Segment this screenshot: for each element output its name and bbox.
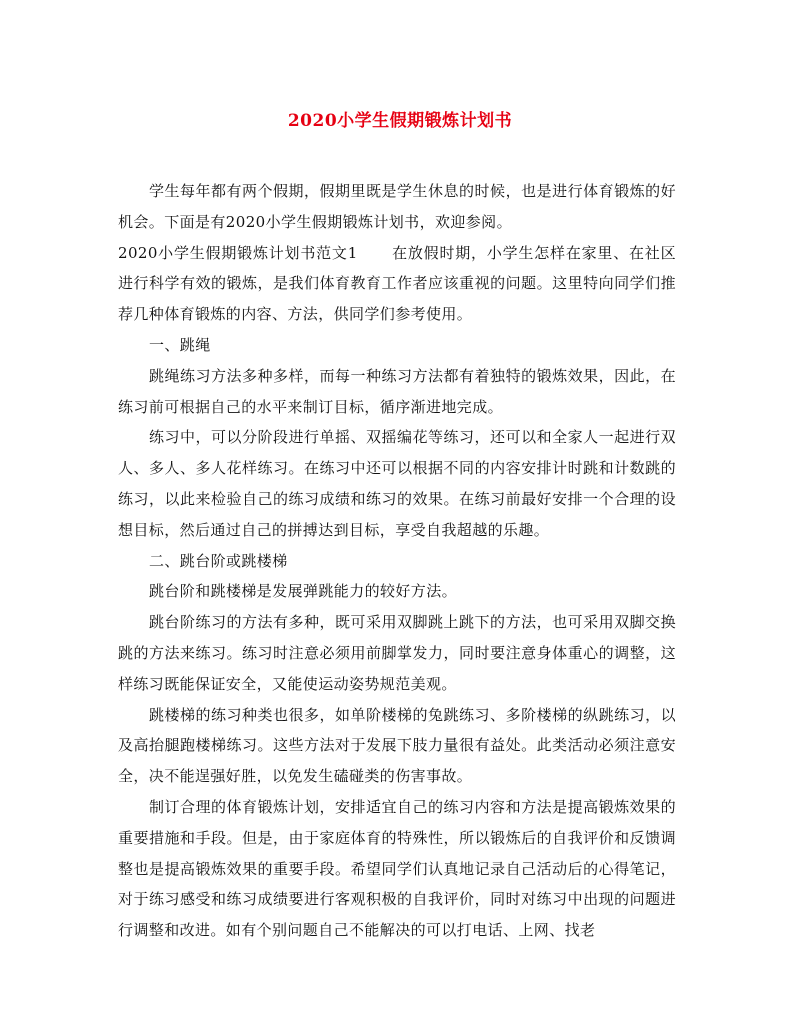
section-heading-jump-rope: 一、跳绳	[149, 335, 211, 354]
example-paragraph	[118, 238, 676, 330]
paragraph: 制订合理的体育锻炼计划，安排适宜自己的练习内容和方法是提高锻炼效果的重要措施和手段。但是，由于家庭体育的特殊性，所以锻炼后的自我评价和反馈调整也是提高锻炼效果的重要手段。希望同学们认真地记录自己活动后的心得笔记，对于练习感受和练习成绩要进行客观积极的自我评价，同时对练习中出现的问题进行调整和改进。如有个别问题自己不能解决的可以打电话、上网、找老	[118, 797, 676, 940]
example-text: 在放假时期，小学生怎样在家里、在社区进行科学有效的锻炼，是我们体育教育工作者应该重视的问题。这里特向同学们推荐几种体育锻炼的内容、方法，供同学们参考使用。	[118, 243, 676, 324]
paragraph: 练习中，可以分阶段进行单摇、双摇编花等练习，还可以和全家人一起进行双人、多人、多人花样练习。在练习中还可以根据不同的内容安排计时跳和计数跳的练习，以此来检验自己的练习成绩和练习的效果。在练习前最好安排一个合理的设想目标，然后通过自己的拼搏达到目标，享受自我超越的乐趣。	[118, 428, 676, 539]
paragraph: 跳楼梯的练习种类也很多，如单阶楼梯的兔跳练习、多阶楼梯的纵跳练习，以及高抬腿跑楼梯练习。这些方法对于发展下肢力量很有益处。此类活动必须注意安全，决不能逞强好胜，以免发生磕碰类的伤害事故。	[118, 705, 676, 786]
paragraph: 跳绳练习方法多种多样，而每一种练习方法都有着独特的锻炼效果，因此，在练习前可根据自己的水平来制订目标，循序渐进地完成。	[118, 366, 676, 416]
document-title: 2020小学生假期锻炼计划书	[287, 111, 513, 131]
paragraph: 跳台阶练习的方法有多种，既可采用双脚跳上跳下的方法，也可采用双脚交换跳的方法来练习。练习时注意必须用前脚掌发力，同时要注意身体重心的调整，这样练习既能保证安全，又能使运动姿势规范美观。	[118, 613, 676, 693]
example-label: 2020小学生假期锻炼计划书范文1	[118, 243, 358, 262]
document-body	[118, 176, 676, 946]
intro-paragraph: 学生每年都有两个假期，假期里既是学生休息的时候，也是进行体育锻炼的好机会。下面是有2020小学生假期锻炼计划书，欢迎参阅。	[118, 182, 676, 231]
section-heading-stairs: 二、跳台阶或跳楼梯	[149, 551, 288, 570]
paragraph: 跳台阶和跳楼梯是发展弹跳能力的较好方法。	[149, 582, 458, 601]
